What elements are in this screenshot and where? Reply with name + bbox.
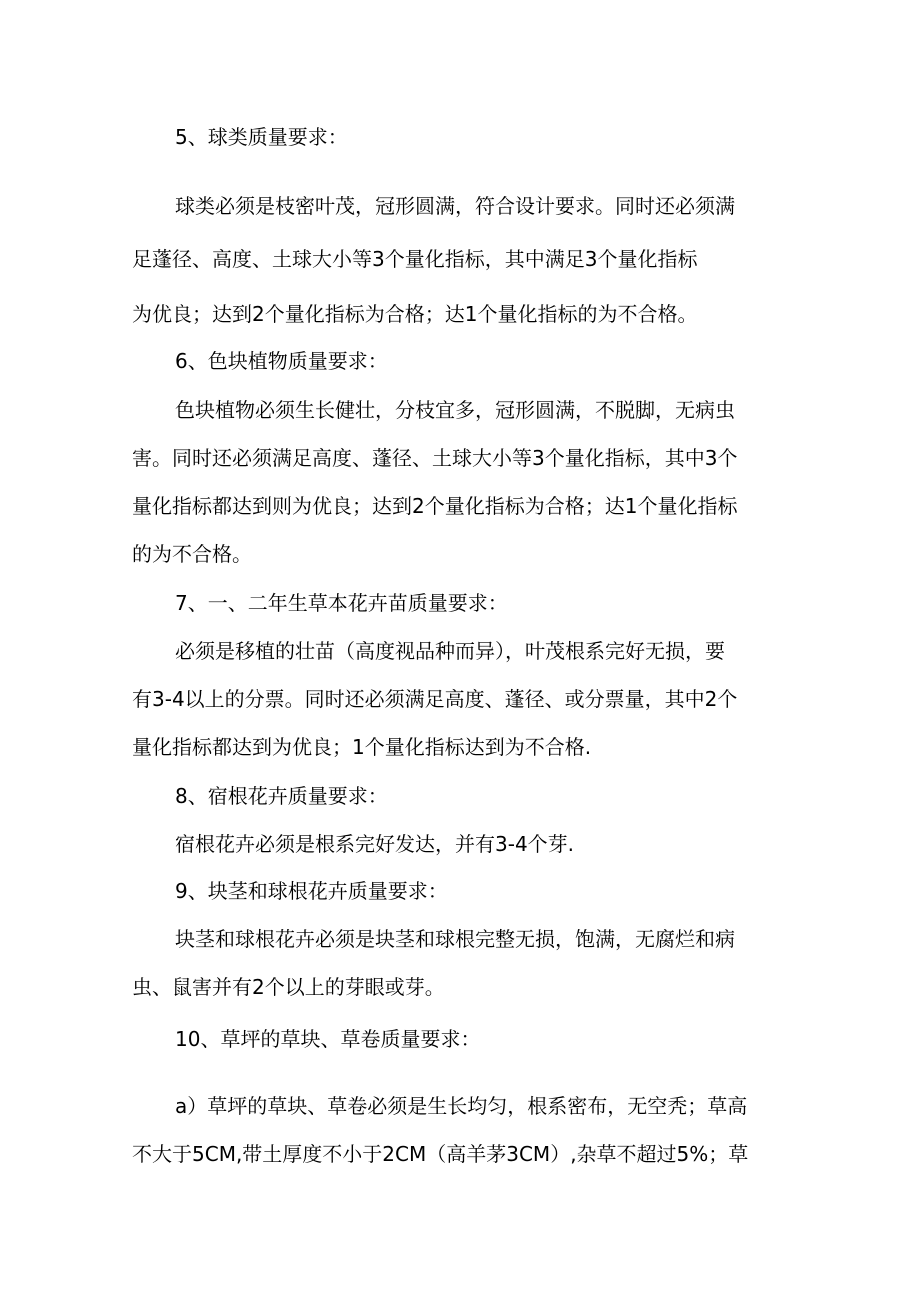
section-7-paragraph-line: 有3-4以上的分票。同时还必须满足高度、蓬径、或分票量，其中2个: [132, 687, 738, 711]
section-7-paragraph-line: 量化指标都达到为优良；1个量化指标达到为不合格.: [132, 735, 592, 759]
section-9-paragraph-line: 块茎和球根花卉必须是块茎和球根完整无损，饱满，无腐烂和病: [175, 927, 735, 951]
section-10-paragraph-line: a）草坪的草块、草卷必须是生长均匀，根系密布，无空秃；草高: [175, 1094, 748, 1118]
section-9-paragraph-line: 虫、鼠害并有2个以上的芽眼或芽。: [132, 975, 445, 999]
section-5-heading: 5、球类质量要求：: [175, 125, 348, 149]
section-5-paragraph-line: 球类必须是枝密叶茂，冠形圆满，符合设计要求。同时还必须满: [175, 194, 735, 218]
section-6-paragraph-line: 害。同时还必须满足高度、蓬径、土球大小等3个量化指标，其中3个: [132, 446, 738, 470]
section-10-paragraph-line: 不大于5CM,带土厚度不小于2CM（高羊茅3CM）,杂草不超过5%；草: [132, 1142, 749, 1166]
section-6-paragraph-line: 量化指标都达到则为优良；达到2个量化指标为合格；达1个量化指标: [132, 494, 738, 518]
section-6-paragraph-line: 色块植物必须生长健壮，分枝宜多，冠形圆满，不脱脚，无病虫: [175, 398, 735, 422]
section-8-paragraph-line: 宿根花卉必须是根系完好发达，并有3-4个芽.: [175, 832, 575, 856]
section-9-heading: 9、块茎和球根花卉质量要求：: [175, 879, 448, 903]
section-8-heading: 8、宿根花卉质量要求：: [175, 784, 388, 808]
section-5-paragraph-line: 为优良；达到2个量化指标为合格；达1个量化指标的为不合格。: [132, 302, 698, 326]
section-10-heading: 10、草坪的草块、草卷质量要求：: [175, 1027, 481, 1051]
section-6-heading: 6、色块植物质量要求：: [175, 349, 388, 373]
section-5-paragraph-line: 足蓬径、高度、土球大小等3个量化指标，其中满足3个量化指标: [132, 247, 698, 271]
section-7-paragraph-line: 必须是移植的壮苗（高度视品种而异），叶茂根系完好无损，要: [175, 639, 725, 663]
section-7-heading: 7、一、二年生草本花卉苗质量要求：: [175, 591, 508, 615]
section-6-paragraph-line: 的为不合格。: [132, 542, 252, 566]
